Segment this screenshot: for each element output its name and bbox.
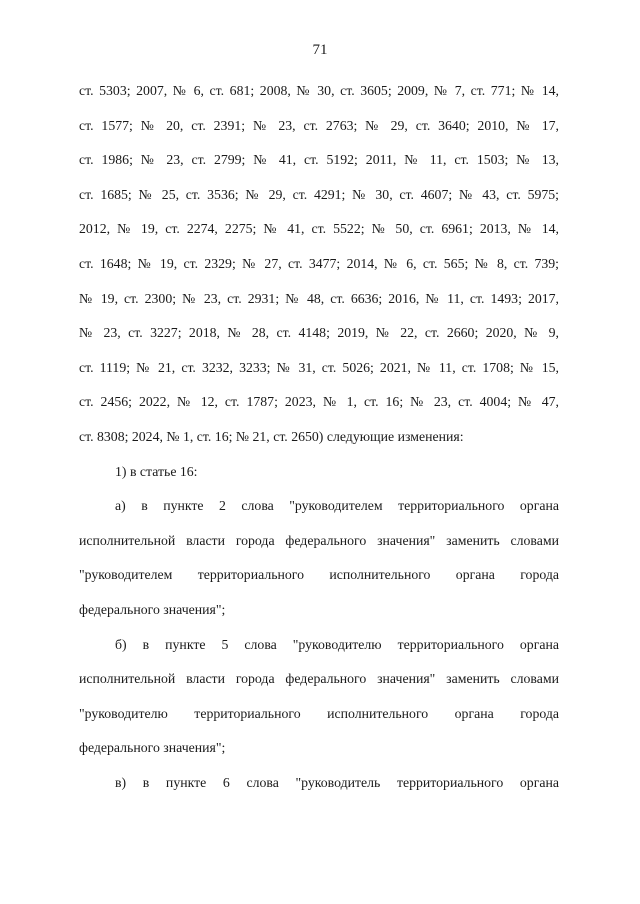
text-line: ст. 2456; 2022, № 12, ст. 1787; 2023, № 1, ст. 16; № 23, ст. 4004; № 47, bbox=[79, 394, 559, 410]
list-item-heading: 1) в статье 16: bbox=[115, 463, 198, 479]
text-line: № 23, ст. 3227; 2018, № 28, ст. 4148; 2019, № 22, ст. 2660; 2020, № 9, bbox=[79, 325, 559, 341]
text-line: ст. 1685; № 25, ст. 3536; № 29, ст. 4291; № 30, ст. 4607; № 43, ст. 5975; bbox=[79, 186, 559, 202]
text-line: ст. 1119; № 21, ст. 3232, 3233; № 31, ст. 5026; 2021, № 11, ст. 1708; № 15, bbox=[79, 359, 559, 375]
text-line: 2012, № 19, ст. 2274, 2275; № 41, ст. 5522; № 50, ст. 6961; 2013, № 14, bbox=[79, 221, 559, 237]
text-line: ст. 5303; 2007, № 6, ст. 681; 2008, № 30, ст. 3605; 2009, № 7, ст. 771; № 14, bbox=[79, 83, 559, 98]
subitem-a-line: федерального значения"; bbox=[79, 601, 226, 617]
text-line: ст. 8308; 2024, № 1, ст. 16; № 21, ст. 2650) следующие изменения: bbox=[79, 428, 464, 444]
page-number: 71 bbox=[312, 42, 328, 58]
subitem-b-line: "руководителю территориального исполнительного органа города bbox=[79, 705, 559, 721]
subitem-b-line: исполнительной власти города федерального значения" заменить словами bbox=[79, 671, 559, 687]
subitem-a-line: а) в пункте 2 слова "руководителем территориального органа bbox=[115, 498, 559, 514]
subitem-b-line: федерального значения"; bbox=[79, 740, 226, 756]
text-line: ст. 1986; № 23, ст. 2799; № 41, ст. 5192; 2011, № 11, ст. 1503; № 13, bbox=[79, 152, 559, 168]
text-line: № 19, ст. 2300; № 23, ст. 2931; № 48, ст. 6636; 2016, № 11, ст. 1493; 2017, bbox=[79, 290, 559, 306]
subitem-b-line: б) в пункте 5 слова "руководителю территориального органа bbox=[115, 636, 559, 652]
subitem-a-line: "руководителем территориального исполнительного органа города bbox=[79, 567, 559, 583]
subitem-a-line: исполнительной власти города федерального значения" заменить словами bbox=[79, 532, 559, 548]
body-text bbox=[79, 74, 559, 800]
text-line: ст. 1577; № 20, ст. 2391; № 23, ст. 2763; № 29, ст. 3640; 2010, № 17, bbox=[79, 117, 559, 133]
subitem-c-line: в) в пункте 6 слова "руководитель территориального органа bbox=[115, 774, 559, 790]
text-line: ст. 1648; № 19, ст. 2329; № 27, ст. 3477; 2014, № 6, ст. 565; № 8, ст. 739; bbox=[79, 255, 559, 271]
